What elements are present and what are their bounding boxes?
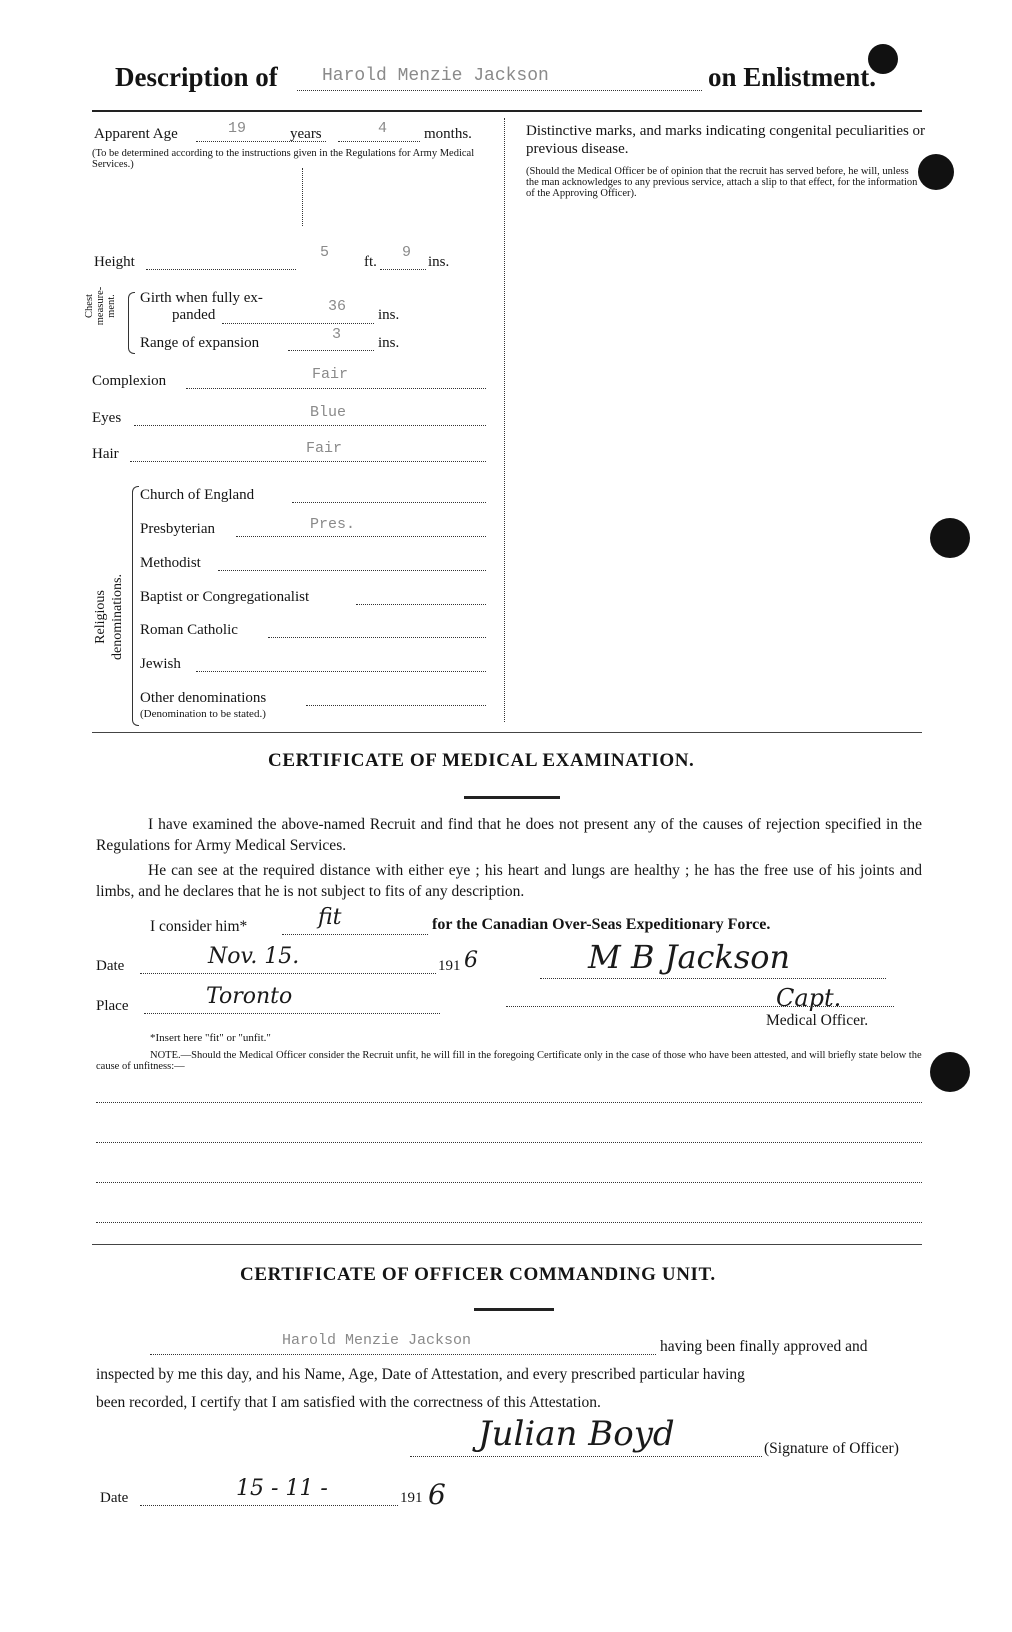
commanding-officer-signature: Julian Boyd — [478, 1414, 675, 1454]
height-label: Height — [94, 254, 135, 270]
commanding-date-line — [140, 1505, 398, 1506]
presbyterian-value: Pres. — [310, 516, 356, 533]
title-prefix: Description of — [115, 62, 278, 92]
signature-of-officer-label: (Signature of Officer) — [764, 1440, 899, 1457]
height-line — [146, 269, 296, 270]
hair-line — [130, 461, 486, 462]
jewish-line — [196, 671, 486, 672]
unfit-line-4 — [96, 1222, 922, 1223]
medical-date-line — [140, 973, 436, 974]
rc-line — [268, 637, 486, 638]
medical-heading: CERTIFICATE OF MEDICAL EXAMINATION. — [268, 750, 695, 771]
girth-ins-label: ins. — [378, 307, 400, 323]
fit-line — [282, 934, 428, 935]
girth-line — [222, 323, 374, 324]
hair-value: Fair — [306, 440, 343, 457]
commanding-year-digit: 6 — [428, 1478, 446, 1511]
medical-signature-line-1 — [540, 978, 886, 979]
header-rule — [92, 110, 922, 112]
age-years-value: 19 — [228, 120, 247, 137]
height-ins-label: ins. — [428, 254, 450, 270]
marks-heading: Distinctive marks, and marks indicating congenital peculiarities or previous disease. — [526, 123, 926, 157]
girth-label-1: Girth when fully ex- — [140, 290, 263, 306]
medical-heading-rule — [464, 796, 560, 799]
months-label: months. — [424, 126, 472, 142]
medical-officer-label: Medical Officer. — [766, 1012, 869, 1029]
presbyterian-line — [236, 536, 486, 537]
commanding-date-value: 15 - 11 - — [236, 1476, 328, 1501]
medical-year-digit: 6 — [464, 948, 478, 973]
unfit-line-3 — [96, 1182, 922, 1183]
fit-value: fit — [318, 905, 342, 930]
years-label: years — [290, 126, 322, 142]
punch-hole-icon — [930, 1052, 970, 1092]
commanding-name-line — [150, 1354, 656, 1355]
medical-officer-signature: M B Jackson — [588, 938, 791, 976]
range-label: Range of expansion — [140, 335, 260, 351]
range-value: 3 — [332, 326, 342, 343]
punch-hole-icon — [930, 518, 970, 558]
section-rule-1 — [92, 732, 922, 733]
medical-year-prefix: 191 — [438, 958, 461, 974]
commanding-date-label: Date — [100, 1490, 129, 1506]
punch-hole-icon — [918, 154, 954, 190]
chest-bracket — [128, 292, 135, 354]
force-label: for the Canadian Over-Seas Expeditionary Force. — [432, 916, 771, 933]
medical-para-1: I have examined the above-named Recruit and find that he does not present any of the causes of rejection specified in the Regulations for Army Medical Services. — [96, 816, 922, 854]
commanding-heading: CERTIFICATE OF OFFICER COMMANDING UNIT. — [240, 1264, 716, 1285]
column-divider — [504, 118, 505, 722]
age-note: (To be determined according to the instructions given in the Regulations for Army Medical Services.) — [92, 148, 475, 170]
chest-side-label: Chest measure-ment. — [84, 286, 117, 326]
place-value: Toronto — [206, 984, 293, 1009]
marks-note: (Should the Medical Officer be of opinion that the recruit has served before, he will, unless the man acknowledges to any previous service, attach a slip to that effect, for the information of the Approving Officer). — [526, 166, 918, 199]
other-denomination-note: (Denomination to be stated.) — [140, 708, 266, 720]
height-in-value: 9 — [402, 244, 412, 261]
age-months-line — [338, 141, 420, 142]
title-suffix: on Enlistment. — [708, 62, 877, 92]
height-ft-value: 5 — [320, 244, 330, 261]
apparent-age-label: Apparent Age — [94, 126, 178, 142]
presbyterian-label: Presbyterian — [140, 521, 215, 537]
medical-para-2: He can see at the required distance with either eye ; his heart and lungs are healthy ; he has the free use of his joints and limbs, and he declares that he is not subject to fits of any description. — [96, 862, 922, 900]
insert-note: *Insert here "fit" or "unfit." — [150, 1032, 271, 1044]
commanding-year-prefix: 191 — [400, 1490, 423, 1506]
age-months-value: 4 — [378, 120, 388, 137]
ft-label: ft. — [364, 254, 377, 270]
jewish-label: Jewish — [140, 656, 181, 672]
girth-label-2: panded — [172, 307, 216, 323]
roman-catholic-label: Roman Catholic — [140, 622, 238, 638]
age-bracket — [302, 168, 303, 226]
girth-value: 36 — [328, 298, 347, 315]
complexion-label: Complexion — [92, 373, 167, 389]
page-title — [115, 62, 278, 93]
range-ins-label: ins. — [378, 335, 400, 351]
eyes-line — [134, 425, 486, 426]
religion-side-label: Religious denominations. — [93, 574, 125, 660]
commanding-signature-line — [410, 1456, 762, 1457]
height-in-line — [380, 269, 426, 270]
consider-label: I consider him* — [150, 918, 248, 935]
other-line — [306, 705, 486, 706]
unfit-note: NOTE.—Should the Medical Officer consider the Recruit unfit, he will fill in the foregoing Certificate only in the case of those who have been attested, and will briefly state below the cause of unfitness:— — [96, 1050, 922, 1072]
methodist-label: Methodist — [140, 555, 201, 571]
hair-label: Hair — [92, 446, 119, 462]
place-label: Place — [96, 998, 129, 1014]
complexion-line — [186, 388, 486, 389]
complexion-value: Fair — [312, 366, 349, 383]
other-denominations-label: Other denominations — [140, 690, 267, 706]
eyes-value: Blue — [310, 404, 347, 421]
baptist-line — [356, 604, 486, 605]
title-line — [297, 90, 702, 91]
commanding-heading-rule — [474, 1308, 554, 1311]
medical-date-label: Date — [96, 958, 125, 974]
church-of-england-label: Church of England — [140, 487, 255, 503]
place-line — [144, 1013, 440, 1014]
commanding-line-3: been recorded, I certify that I am satisfied with the correctness of this Attestation. — [96, 1394, 601, 1411]
range-line — [288, 350, 374, 351]
unfit-line-2 — [96, 1142, 922, 1143]
methodist-line — [218, 570, 486, 571]
section-rule-2 — [92, 1244, 922, 1245]
baptist-label: Baptist or Congregationalist — [140, 589, 310, 605]
religion-bracket — [132, 486, 139, 726]
commanding-line-1: having been finally approved and — [660, 1338, 868, 1355]
medical-officer-rank: Capt. — [776, 984, 842, 1012]
medical-date-value: Nov. 15. — [208, 944, 300, 969]
commanding-recruit-name: Harold Menzie Jackson — [282, 1332, 472, 1349]
eyes-label: Eyes — [92, 410, 122, 426]
commanding-line-2: inspected by me this day, and his Name, Age, Date of Attestation, and every prescribed particular having — [96, 1366, 745, 1383]
recruit-name: Harold Menzie Jackson — [322, 66, 549, 86]
coe-line — [292, 502, 486, 503]
unfit-line-1 — [96, 1102, 922, 1103]
